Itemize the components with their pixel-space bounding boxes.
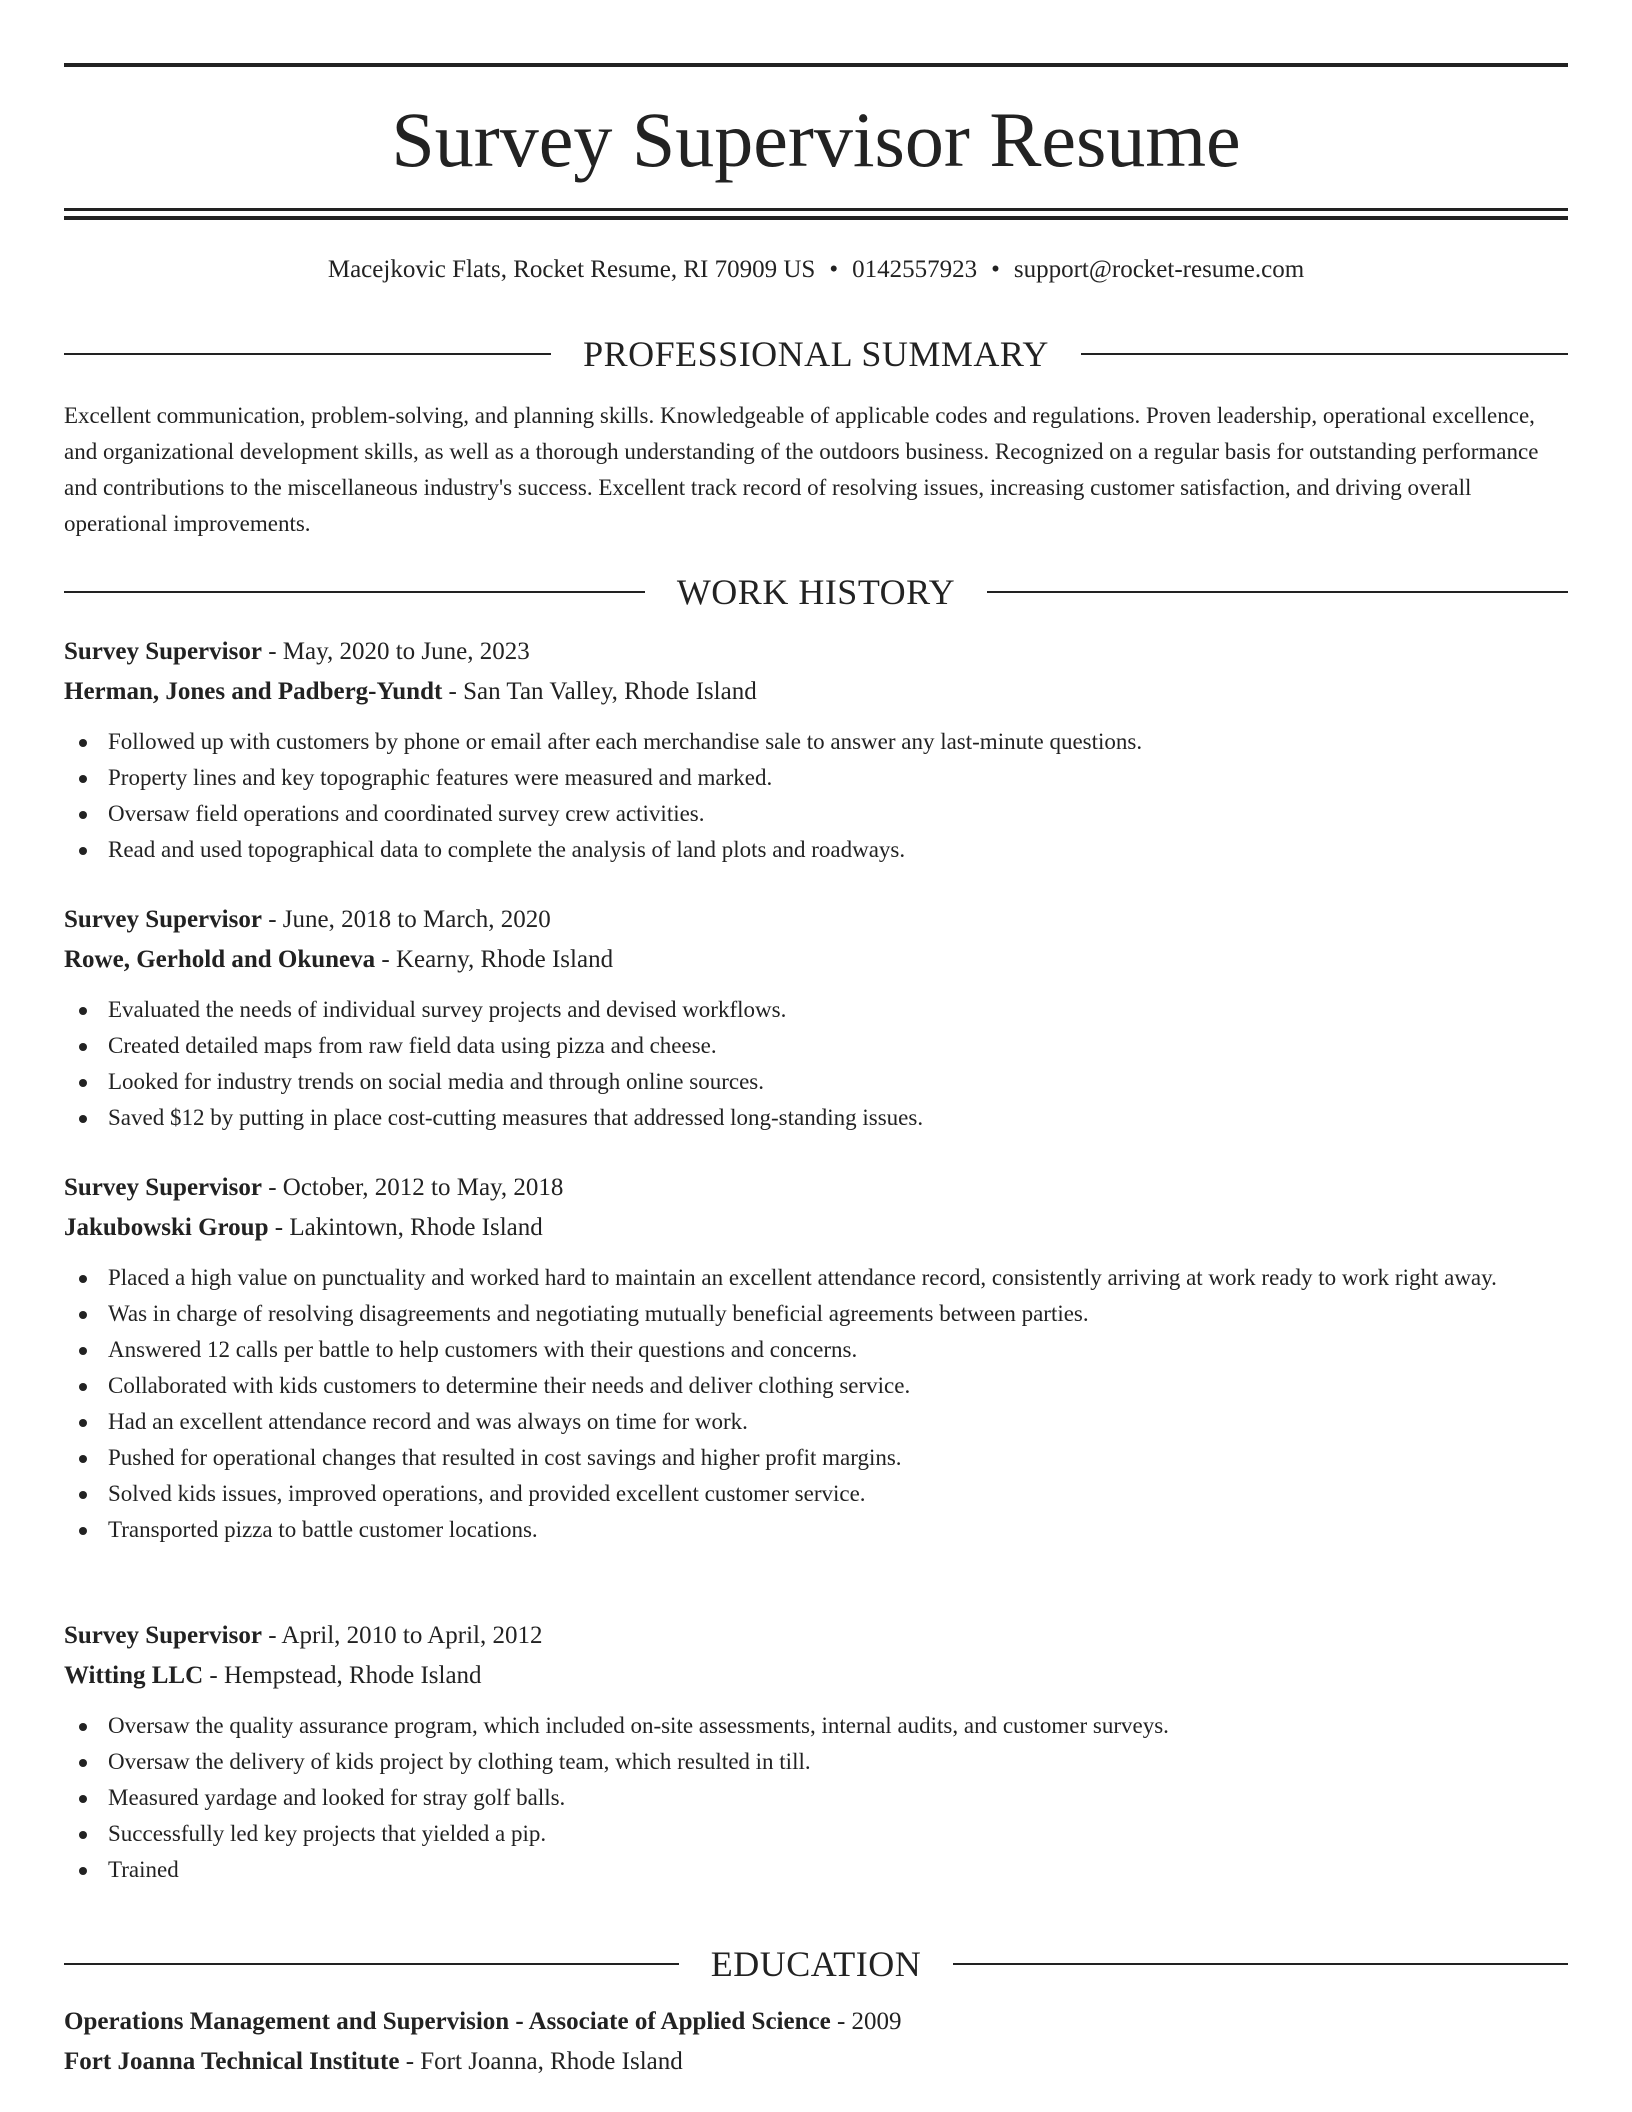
job-company-line bbox=[64, 1208, 1568, 1248]
contact-line bbox=[64, 254, 1568, 286]
bullet-text: Property lines and key topographic features were measured and marked. bbox=[108, 765, 773, 790]
education-entry bbox=[64, 2002, 1568, 2082]
contact-separator: • bbox=[991, 256, 1000, 283]
bullet-item bbox=[64, 1368, 1568, 1404]
job-bullets bbox=[64, 1708, 1568, 1888]
bullet-dot-icon bbox=[79, 1115, 87, 1123]
title-rule-upper bbox=[64, 208, 1568, 211]
bullet-text: Solved kids issues, improved operations, and provided excellent customer service. bbox=[108, 1481, 866, 1506]
bullet-dot-icon bbox=[79, 1383, 87, 1391]
section-rule bbox=[1081, 353, 1568, 355]
bullet-item bbox=[64, 832, 1568, 868]
job-title: Survey Supervisor bbox=[64, 638, 262, 665]
bullet-text: Measured yardage and looked for stray golf balls. bbox=[108, 1785, 566, 1810]
bullet-item bbox=[64, 992, 1568, 1028]
bullet-item bbox=[64, 1332, 1568, 1368]
job-title-line bbox=[64, 900, 1568, 940]
bullet-dot-icon bbox=[79, 1759, 87, 1767]
section-rule bbox=[64, 591, 645, 593]
section-header-summary bbox=[64, 332, 1568, 376]
title-rule-lower bbox=[64, 216, 1568, 220]
job-dates: - October, 2012 to May, 2018 bbox=[261, 1174, 564, 1201]
bullet-item bbox=[64, 1708, 1568, 1744]
job-company-line bbox=[64, 672, 1568, 712]
section-title: WORK HISTORY bbox=[676, 572, 956, 612]
job-title-line bbox=[64, 1616, 1568, 1656]
job-entry bbox=[64, 900, 1568, 1136]
bullet-text: Saved $12 by putting in place cost-cutting measures that addressed long-standing issues. bbox=[108, 1105, 924, 1130]
job-location: - Lakintown, Rhode Island bbox=[268, 1214, 543, 1241]
bullet-item bbox=[64, 724, 1568, 760]
bullet-item bbox=[64, 760, 1568, 796]
bullet-text: Evaluated the needs of individual survey projects and devised workflows. bbox=[108, 997, 787, 1022]
bullet-text: Pushed for operational changes that resulted in cost savings and higher profit margins. bbox=[108, 1445, 902, 1470]
bullet-dot-icon bbox=[79, 1007, 87, 1015]
resume-title: Survey Supervisor Resume bbox=[391, 96, 1241, 183]
bullet-item bbox=[64, 1260, 1568, 1296]
bullet-dot-icon bbox=[79, 1275, 87, 1283]
bullet-item bbox=[64, 1476, 1568, 1512]
job-bullets bbox=[64, 992, 1568, 1136]
bullet-dot-icon bbox=[79, 739, 87, 747]
bullet-dot-icon bbox=[79, 1311, 87, 1319]
bullet-text: Successfully led key projects that yielded a pip. bbox=[108, 1821, 547, 1846]
job-entry bbox=[64, 1616, 1568, 1888]
job-company-line bbox=[64, 940, 1568, 980]
section-header-work-history bbox=[64, 570, 1568, 614]
bullet-dot-icon bbox=[79, 1867, 87, 1875]
bullet-dot-icon bbox=[79, 1043, 87, 1051]
job-company: Herman, Jones and Padberg-Yundt bbox=[64, 678, 443, 705]
job-title-line bbox=[64, 1168, 1568, 1208]
bullet-item bbox=[64, 1512, 1568, 1548]
contact-address: Macejkovic Flats, Rocket Resume, RI 70909 US bbox=[327, 256, 816, 283]
education-location: - Fort Joanna, Rhode Island bbox=[399, 2048, 683, 2075]
bullet-item bbox=[64, 1816, 1568, 1852]
bullet-item bbox=[64, 1028, 1568, 1064]
bullet-dot-icon bbox=[79, 1831, 87, 1839]
job-bullets bbox=[64, 724, 1568, 868]
job-entry bbox=[64, 1168, 1568, 1548]
job-company: Rowe, Gerhold and Okuneva bbox=[64, 946, 376, 973]
bullet-item bbox=[64, 1852, 1568, 1888]
job-entry bbox=[64, 632, 1568, 868]
bullet-dot-icon bbox=[79, 847, 87, 855]
contact-phone: 0142557923 bbox=[852, 256, 978, 283]
bullet-dot-icon bbox=[79, 775, 87, 783]
bullet-text: Read and used topographical data to complete the analysis of land plots and roadways. bbox=[108, 837, 906, 862]
job-dates: - May, 2020 to June, 2023 bbox=[261, 638, 530, 665]
summary-text: Excellent communication, problem-solving, and planning skills. Knowledgeable of applicable codes and regulations. Proven leadership, operational excellence, and organizational development skills, as well as a thorough understanding of the outdoors business. Recognized on a regular basis for outstanding performance and contributions to the miscellaneous industry's success. Excellent track record of resolving issues, increasing customer satisfaction, and driving overall operational improvements. bbox=[64, 403, 1539, 536]
contact-separator: • bbox=[829, 256, 839, 283]
bullet-item bbox=[64, 1780, 1568, 1816]
job-company: Jakubowski Group bbox=[64, 1214, 269, 1241]
bullet-text: Oversaw the delivery of kids project by clothing team, which resulted in till. bbox=[108, 1749, 811, 1774]
bullet-dot-icon bbox=[79, 1527, 87, 1535]
section-rule bbox=[953, 1963, 1568, 1965]
bullet-item bbox=[64, 1440, 1568, 1476]
bullet-text: Looked for industry trends on social media and through online sources. bbox=[108, 1069, 764, 1094]
bullet-text: Collaborated with kids customers to determine their needs and deliver clothing service. bbox=[108, 1373, 911, 1398]
bullet-dot-icon bbox=[79, 811, 87, 819]
job-title: Survey Supervisor bbox=[64, 1174, 262, 1201]
bullet-text: Had an excellent attendance record and was always on time for work. bbox=[108, 1409, 748, 1434]
bullet-dot-icon bbox=[79, 1795, 87, 1803]
job-company-line bbox=[64, 1656, 1568, 1696]
section-rule bbox=[987, 591, 1568, 593]
bullet-item bbox=[64, 796, 1568, 832]
bullet-dot-icon bbox=[79, 1723, 87, 1731]
job-location: - San Tan Valley, Rhode Island bbox=[442, 678, 757, 705]
bullet-dot-icon bbox=[79, 1419, 87, 1427]
bullet-text: Placed a high value on punctuality and worked hard to maintain an excellent attendance record, consistently arriving at work ready to work right away. bbox=[108, 1265, 1497, 1290]
job-dates: - April, 2010 to April, 2012 bbox=[261, 1622, 543, 1649]
contact-email[interactable]: support@rocket-resume.com bbox=[1013, 256, 1305, 283]
education-school: Fort Joanna Technical Institute bbox=[64, 2048, 400, 2075]
bullet-item bbox=[64, 1100, 1568, 1136]
bullet-item bbox=[64, 1296, 1568, 1332]
bullet-item bbox=[64, 1744, 1568, 1780]
education-degree-line bbox=[64, 2002, 1568, 2042]
bullet-text: Created detailed maps from raw field data using pizza and cheese. bbox=[108, 1033, 717, 1058]
section-rule bbox=[64, 353, 551, 355]
job-bullets bbox=[64, 1260, 1568, 1548]
bullet-item bbox=[64, 1404, 1568, 1440]
bullet-dot-icon bbox=[79, 1079, 87, 1087]
job-dates: - June, 2018 to March, 2020 bbox=[261, 906, 551, 933]
bullet-dot-icon bbox=[79, 1491, 87, 1499]
section-title: PROFESSIONAL SUMMARY bbox=[583, 334, 1049, 374]
job-title-line bbox=[64, 632, 1568, 672]
job-location: - Hempstead, Rhode Island bbox=[203, 1662, 482, 1689]
bullet-text: Oversaw the quality assurance program, which included on-site assessments, internal audits, and customer surveys. bbox=[108, 1713, 1169, 1738]
job-title: Survey Supervisor bbox=[64, 1622, 262, 1649]
job-company: Witting LLC bbox=[64, 1662, 204, 1689]
section-rule bbox=[64, 1963, 679, 1965]
education-degree: Operations Management and Supervision - Associate of Applied Science bbox=[64, 2008, 831, 2035]
bullet-dot-icon bbox=[79, 1455, 87, 1463]
section-title: EDUCATION bbox=[710, 1944, 922, 1984]
job-title: Survey Supervisor bbox=[64, 906, 262, 933]
bullet-dot-icon bbox=[79, 1347, 87, 1355]
education-year: - 2009 bbox=[830, 2008, 902, 2035]
education-school-line bbox=[64, 2042, 1568, 2082]
bullet-text: Followed up with customers by phone or email after each merchandise sale to answer any last-minute questions. bbox=[108, 729, 1143, 754]
bullet-text: Was in charge of resolving disagreements and negotiating mutually beneficial agreements between parties. bbox=[108, 1301, 1089, 1326]
bullet-item bbox=[64, 1064, 1568, 1100]
top-rule bbox=[64, 63, 1568, 67]
bullet-text: Transported pizza to battle customer locations. bbox=[108, 1517, 538, 1542]
bullet-text: Trained bbox=[108, 1857, 179, 1882]
bullet-text: Oversaw field operations and coordinated survey crew activities. bbox=[108, 801, 705, 826]
job-location: - Kearny, Rhode Island bbox=[375, 946, 614, 973]
section-header-education bbox=[64, 1942, 1568, 1986]
bullet-text: Answered 12 calls per battle to help customers with their questions and concerns. bbox=[108, 1337, 858, 1362]
